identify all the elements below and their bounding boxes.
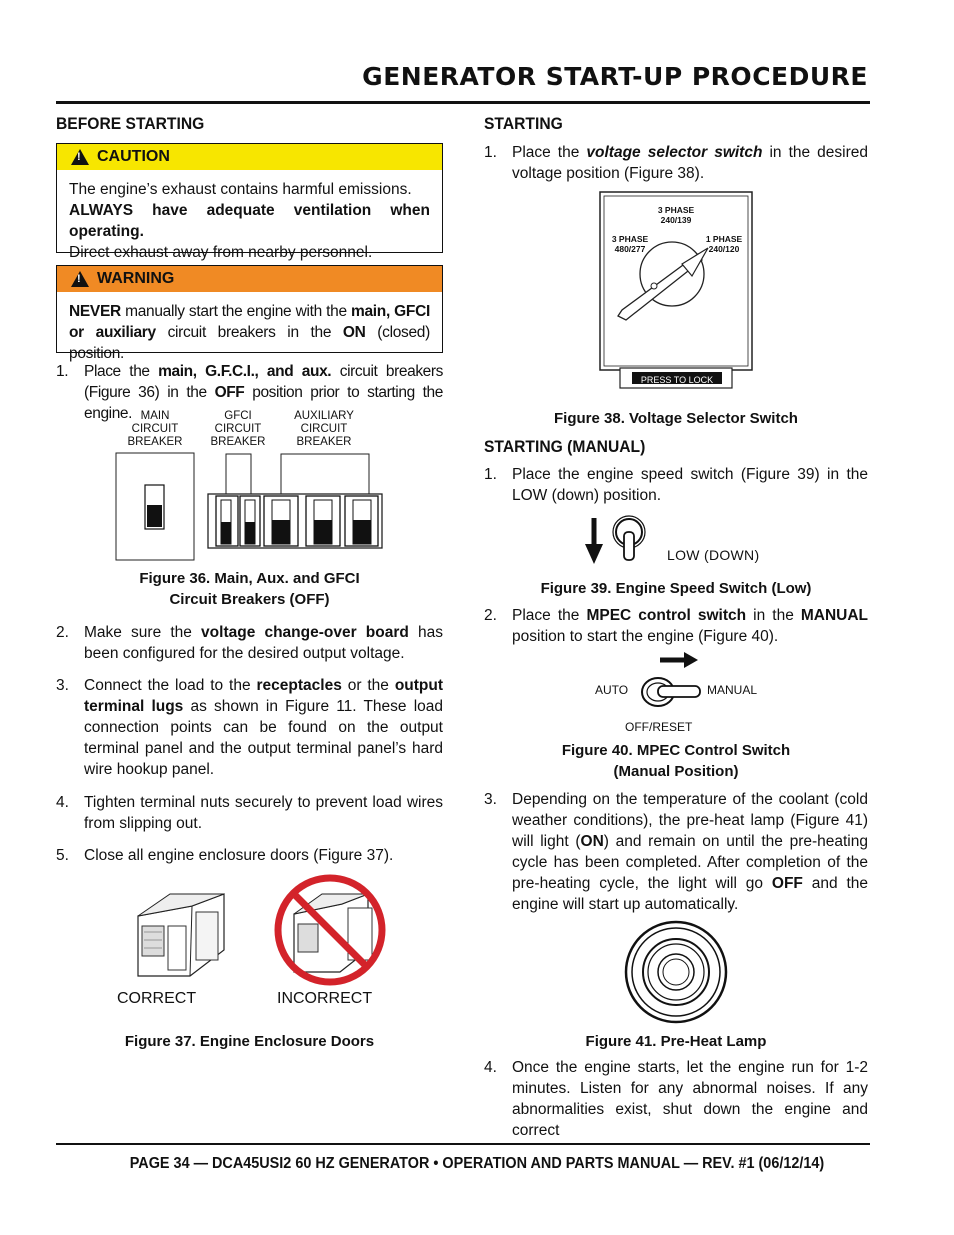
fig36-caption: Figure 36. Main, Aux. and GFCI Circuit Breakers (OFF) xyxy=(139,570,360,608)
list-item: 2. Make sure the voltage change-over board has been configured for the desired output voltage. xyxy=(56,624,443,662)
fig36-label-main: MAIN CIRCUIT BREAKER xyxy=(127,410,183,448)
list-item: 4. Tighten terminal nuts securely to prevent load wires from slipping out. xyxy=(56,794,443,832)
top-rule xyxy=(56,101,870,104)
list-item: 3. Connect the load to the receptacles or the output terminal lugs as shown in Figure 11. These load connection points can be found on the output terminal panel and the output terminal panel’s hard wire hookup panel. xyxy=(56,677,444,778)
fig40-off-label: OFF/RESET xyxy=(625,720,693,734)
list-item: 3. Depending on the temperature of the coolant (cold weather conditions), the pre-heat lamp (Figure 41) will light (ON) and remain on until the pre-heating cycle has been completed. After completion of the pre-heating cycle, the light will go OFF and the engine will start up automatically. xyxy=(484,791,868,913)
fig37-correct-label: CORRECT xyxy=(117,990,197,1007)
page-footer: PAGE 34 — DCA45USI2 60 HZ GENERATOR • OPERATION AND PARTS MANUAL — REV. #1 (06/12/14) xyxy=(129,1155,825,1172)
list-item: 1. Place the main, G.F.C.I., and aux. circuit breakers (Figure 36) in the OFF position prior to starting the engine. xyxy=(56,363,444,422)
list-item: 1. Place the engine speed switch (Figure 39) in the LOW (down) position. xyxy=(484,466,868,504)
generator-doors-closed-image xyxy=(132,888,232,984)
fig36-label-gfci: GFCI CIRCUIT BREAKER xyxy=(210,410,266,448)
engine-speed-switch-figure xyxy=(583,508,663,570)
caution-box xyxy=(56,143,443,261)
circuit-breakers-figure xyxy=(114,450,386,562)
caution-line: Direct exhaust away from nearby personnel. xyxy=(69,244,373,261)
caution-label: CAUTION xyxy=(97,148,170,165)
mpec-control-switch-figure xyxy=(636,650,706,716)
caution-line-bold: ALWAYS have adequate ventilation when operating. xyxy=(69,202,430,240)
warning-label: WARNING xyxy=(97,270,175,287)
generator-doors-open-prohibited-image xyxy=(272,872,388,988)
fig41-caption: Figure 41. Pre-Heat Lamp xyxy=(585,1033,767,1050)
fig37-caption: Figure 37. Engine Enclosure Doors xyxy=(124,1033,375,1050)
fig38-caption: Figure 38. Voltage Selector Switch xyxy=(554,410,798,427)
list-item: 4. Once the engine starts, let the engine run for 1-2 minutes. Listen for any abnormal noises. If any abnormalities exist, shut down the engine and correct xyxy=(484,1059,868,1139)
list-item: 5. Close all engine enclosure doors (Figure 37). xyxy=(56,847,394,864)
warning-triangle-icon: ! xyxy=(71,271,89,287)
fig39-caption: Figure 39. Engine Speed Switch (Low) xyxy=(540,580,812,597)
warning-text: NEVER manually start the engine with the main, GFCI or auxiliary circuit breakers in the ON (closed) position. xyxy=(69,303,430,362)
caution-line: The engine’s exhaust contains harmful emissions. xyxy=(69,181,412,198)
fig36-label-aux: AUXILIARY CIRCUIT BREAKER xyxy=(294,410,354,448)
bottom-rule xyxy=(56,1143,870,1145)
fig40-auto-label: AUTO xyxy=(595,683,629,697)
warning-box xyxy=(56,265,443,362)
fig39-low-label: LOW (DOWN) xyxy=(667,547,760,563)
fig38-label-top: 3 PHASE 240/139 xyxy=(657,205,695,225)
caution-header xyxy=(57,144,442,170)
before-starting-heading: BEFORE STARTING xyxy=(56,114,205,133)
page-title: GENERATOR START-UP PROCEDURE xyxy=(362,62,868,91)
caution-text xyxy=(57,170,442,269)
warning-triangle-icon: ! xyxy=(71,149,89,165)
fig38-label-left: 3 PHASE 480/277 xyxy=(611,234,649,254)
fig37-incorrect-label: INCORRECT xyxy=(277,990,373,1007)
list-item: 1. Place the voltage selector switch in the desired voltage position (Figure 38). xyxy=(484,144,869,182)
starting-manual-heading: STARTING (MANUAL) xyxy=(484,437,646,456)
fig40-caption: Figure 40. MPEC Control Switch (Manual Position) xyxy=(561,742,791,780)
fig38-label-right: 1 PHASE 240/120 xyxy=(705,234,743,254)
pre-heat-lamp-figure xyxy=(624,920,728,1024)
press-to-lock-label: PRESS TO LOCK xyxy=(640,375,714,385)
starting-heading: STARTING xyxy=(484,114,563,133)
warning-header xyxy=(57,266,442,292)
fig40-manual-label: MANUAL xyxy=(707,683,758,697)
list-item: 2. Place the MPEC control switch in the MANUAL position to start the engine (Figure 40). xyxy=(484,607,869,645)
